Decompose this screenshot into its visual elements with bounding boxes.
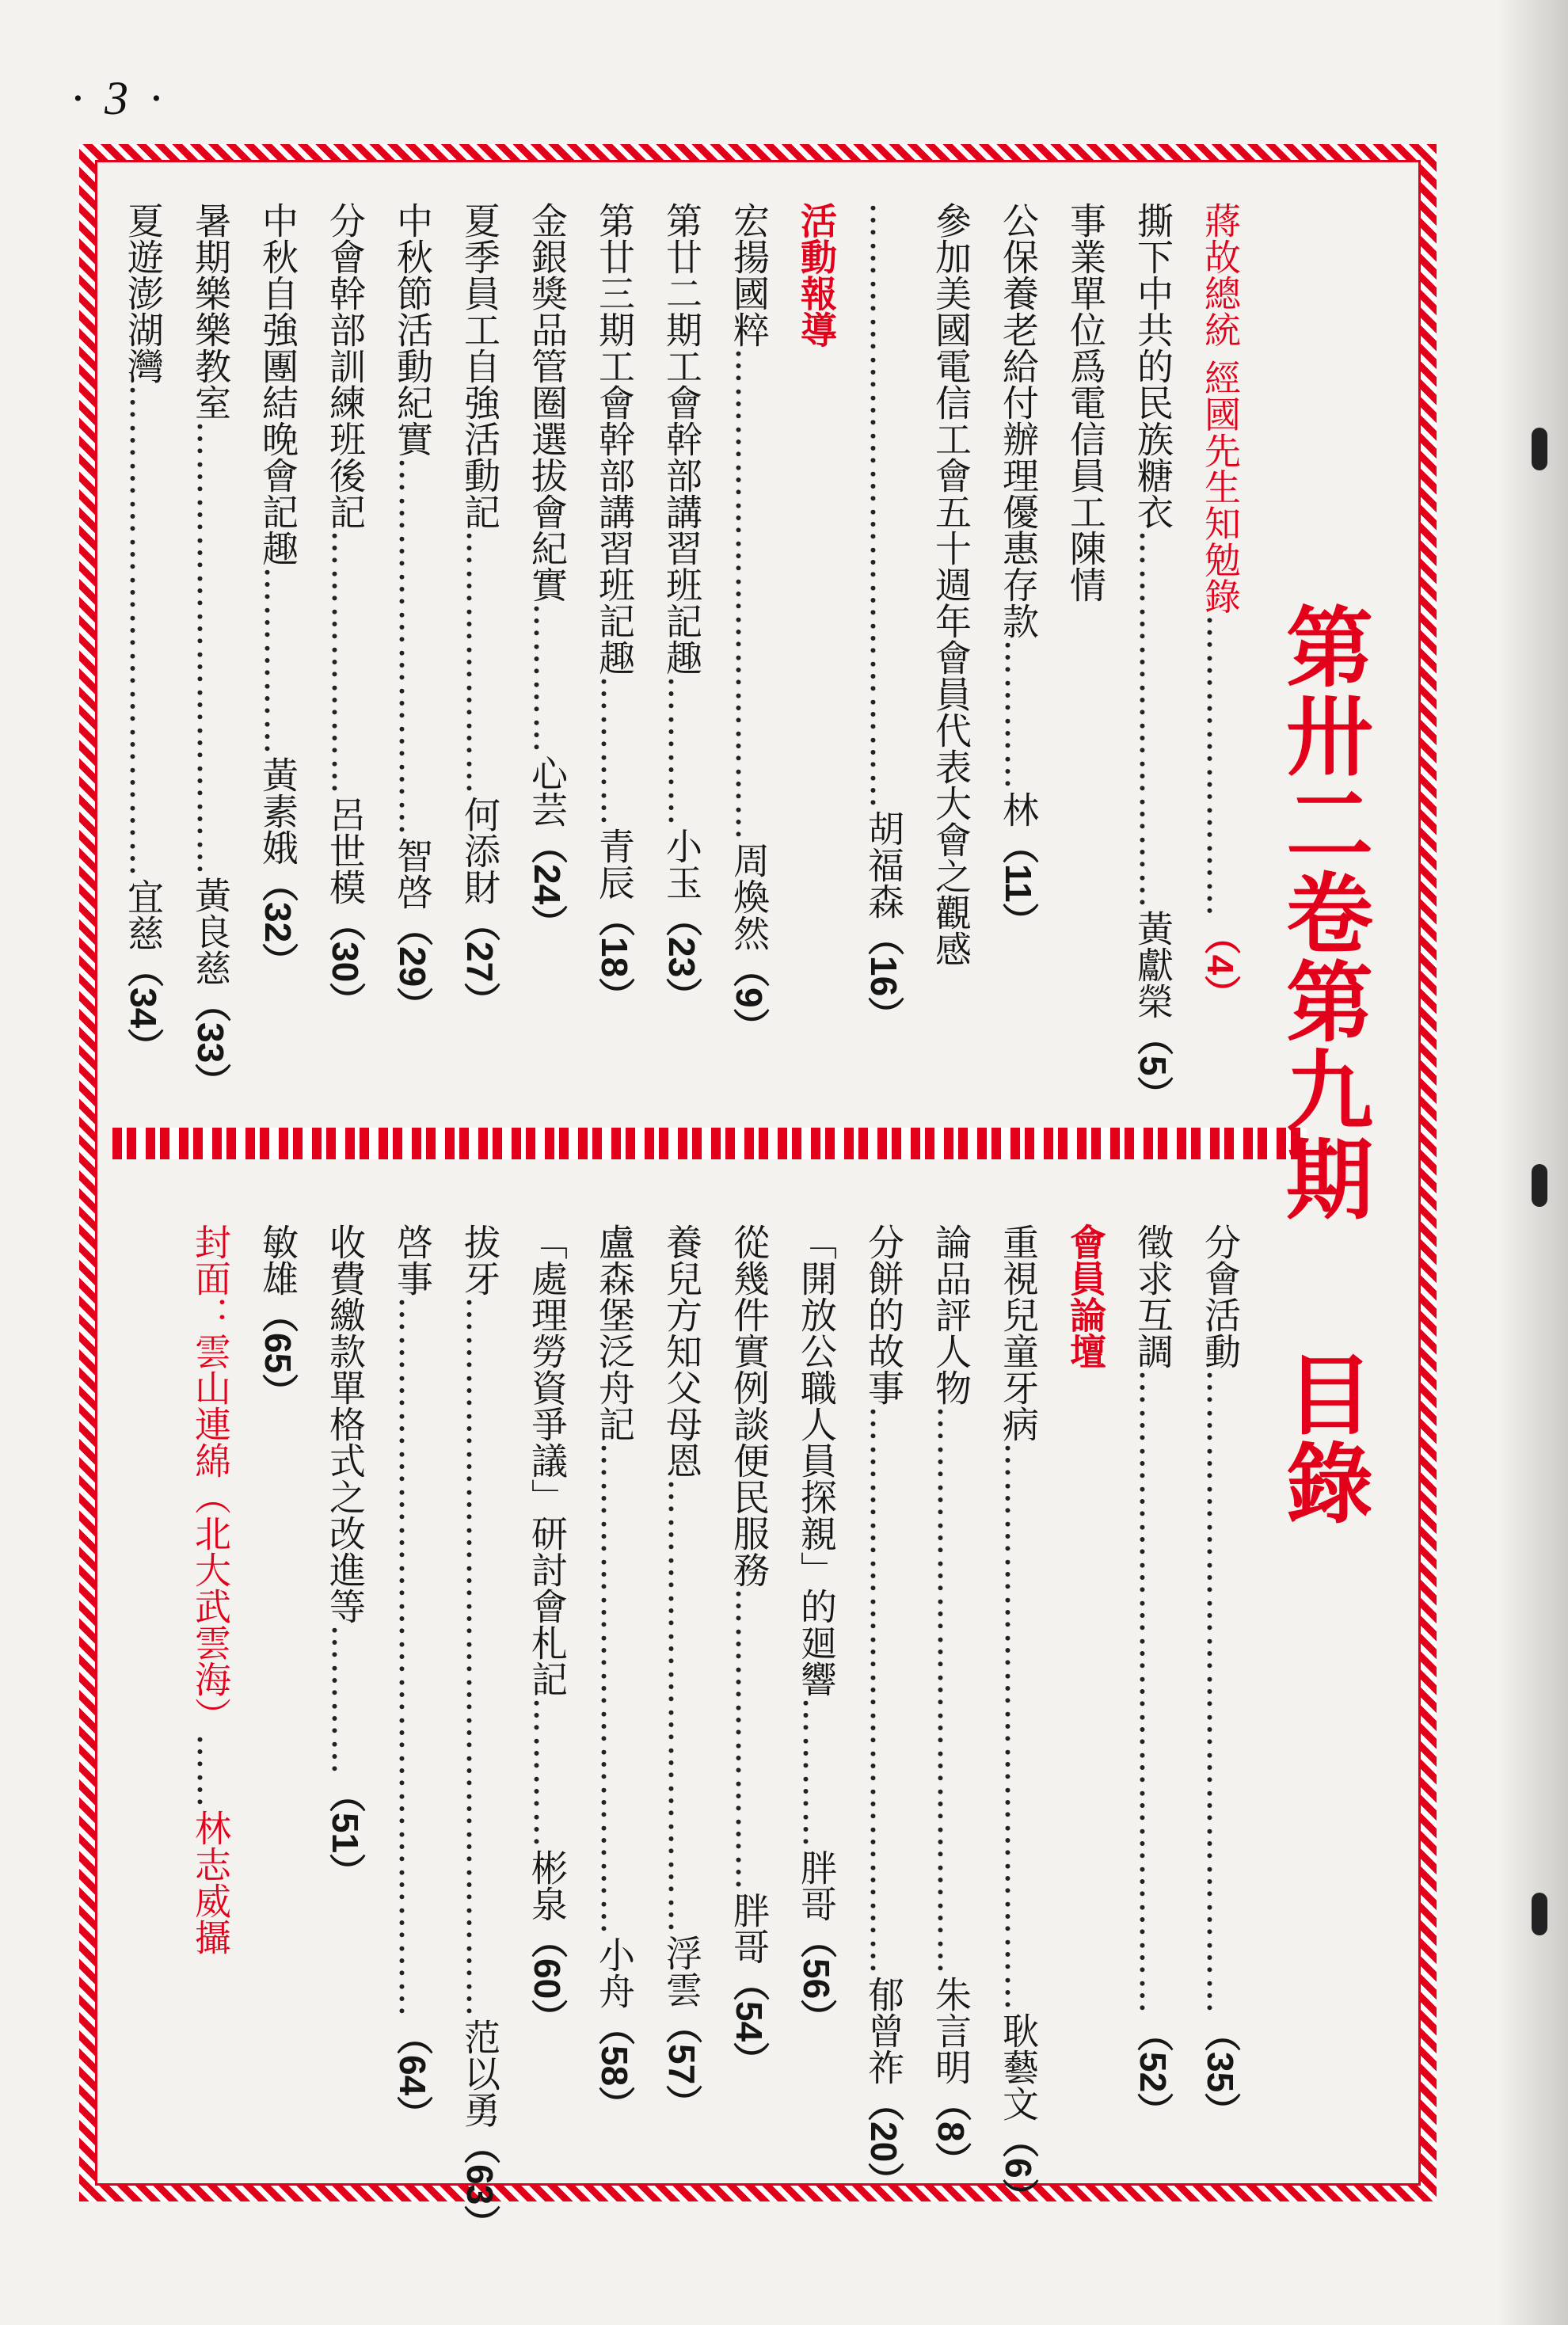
author-name: 周煥然 [728,842,771,951]
dot-leader: …… [189,1733,232,1809]
toc-entry[interactable] [321,1223,370,2198]
page-ref: （34） [123,951,164,1065]
dot-leader: ………………………………………… [862,202,905,810]
toc-title-text: 盧森堡泛舟記 [593,1223,636,1442]
toc-entry[interactable] [725,1223,774,2198]
toc-entry[interactable] [1196,1223,1245,2198]
toc-title-text: 中秋節活動紀實 [391,202,434,457]
dot-leader: ……………………………………… [997,1442,1040,2012]
toc-title-text: 分餅的故事 [862,1223,905,1406]
toc-entry[interactable] [994,1223,1043,2215]
toc-title-text: 封面：雲山連綿（北大武雲海） [189,1223,232,1733]
dot-leader: ………………………… [391,457,434,837]
toc-title [1272,602,1373,1527]
toc-entry[interactable] [253,1223,303,2198]
toc-title-text: 蔣故總統 經國先生知勉錄 [1199,202,1242,615]
section-heading [1061,1223,1110,2198]
section-heading-text: 會員論壇 [1064,1223,1107,1369]
issue-title: 第卅二卷第九期 [1272,602,1373,1223]
toc-entry[interactable] [523,1223,572,2198]
cover-credit [186,1223,235,2198]
dot-leader: ……………………………… [660,1478,703,1935]
toc-title-text: 宏揚國粹 [728,202,771,348]
toc-title-text: 從幾件實例談便民服務 [728,1223,771,1588]
toc-title-text: 徵求互調 [1132,1223,1174,1369]
page-ref: （23） [661,900,702,1014]
dot-leader: …………………… [728,1588,771,1892]
page-ref: （35） [1200,2015,1241,2129]
toc-title-text: 論品評人物 [930,1223,972,1406]
toc-entry[interactable] [1061,202,1110,1136]
toc-entry[interactable] [792,1223,841,2198]
author-name: 黃獻榮 [1132,910,1174,1019]
toc-entry[interactable] [725,202,774,1136]
toc-entry[interactable] [590,1223,639,2198]
page-ref: （20） [863,2085,904,2199]
binder-hole-3 [1532,1893,1547,1935]
dot-leader: ………… [324,1624,367,1776]
toc-entry[interactable] [859,1223,908,2198]
toc-entry[interactable] [119,202,168,1136]
toc-title-text: 中秋自強團結晚會記趣 [257,202,299,566]
author-name: 呂世模 [324,796,367,905]
page-ref: （54） [729,1965,770,2079]
page-ref: （33） [190,986,231,1100]
author-name: 胡福森 [862,810,905,919]
toc-entry[interactable] [388,202,437,1136]
dot-leader: ………………………………… [728,348,771,842]
page-ref: （11） [998,828,1039,939]
page-ref: （24） [527,828,568,942]
page-ref: （29） [392,910,433,1024]
dot-leader: ………………………………………………… [459,1296,501,2019]
page-ref: （57） [661,2007,702,2121]
page-ref: （58） [594,2009,635,2123]
author-name: 耿藝文 [997,2012,1040,2121]
author-name: 彬泉 [526,1849,569,1922]
dot-leader: ………… [795,1697,838,1849]
toc-entry[interactable] [388,1223,437,2198]
toc-title-text: 撕下中共的民族糖衣 [1132,202,1174,530]
page-ref: （6） [998,2121,1039,2215]
page-ref: （65） [257,1296,299,1410]
binder-hole-2 [1532,1164,1547,1207]
author-name: 郁曾祚 [862,1976,905,2085]
section-heading-text: 活動報導 [795,202,838,348]
toc-entry[interactable] [657,1223,706,2198]
author-name: 浮雲 [660,1935,703,2007]
toc-title-text: 金銀獎品管圈選拔會紀實 [526,202,569,603]
toc-entry[interactable] [1196,202,1245,1136]
toc-entry[interactable] [1128,202,1178,1136]
toc-title-text: 公保養老給付辦理優惠存款 [997,202,1040,639]
page-ref: （8） [931,2085,972,2178]
toc-title-text: 重視兒童牙病 [997,1223,1040,1442]
page-ref: （4） [1200,918,1241,1012]
toc-title-text: 夏遊澎湖灣 [122,202,165,384]
author-name: 何添財 [459,796,501,905]
page-edge-shadow [1497,0,1568,2325]
author-name: 心芸 [526,755,569,828]
dot-leader: ……………………………… [189,420,232,877]
toc-title-text: 收費繳款單格式之改進等 [324,1223,367,1624]
dot-leader: …………… [257,566,299,756]
page-ref: （63） [459,2128,500,2242]
page-ref: （32） [257,866,299,980]
toc-title-text: 參加美國電信工會五十週年會員代表大會之觀感 [930,202,972,967]
dot-leader: ………… [526,603,569,755]
author-name: 林志威攝 [189,1809,232,1955]
page-ref: （51） [325,1776,366,1890]
dot-leader: ……………………………………… [930,1406,972,1976]
toc-entry[interactable] [927,1223,976,2198]
author-name: 林 [997,791,1040,828]
page-ref: （30） [325,905,366,1019]
toc-entry[interactable] [859,202,908,1136]
toc-entry[interactable] [523,202,572,1136]
dot-leader: ………………………………… [593,1442,636,1936]
author-name: 小舟 [593,1936,636,2009]
toc-title-text: 拔牙 [459,1223,501,1296]
page-ref: （52） [1132,2015,1174,2129]
dot-leader: ………… [526,1697,569,1849]
page-ref: （16） [863,919,904,1033]
toc-title-text: 事業單位爲電信員工陳情 [1064,202,1107,603]
toc-title-text: 夏季員工自強活動記 [459,202,501,530]
author-name: 范以勇 [459,2019,501,2128]
toc-title-text: 「開放公職人員探親」的廻響 [795,1223,838,1697]
author-name: 黃素娥 [257,756,299,866]
page-ref: （18） [594,900,635,1014]
toc-entry[interactable] [253,202,303,1136]
toc-entry[interactable] [321,202,370,1136]
dot-leader: …………………………………………… [1132,1369,1174,2015]
dot-leader: ………………………………………………… [391,1296,434,2019]
binder-hole-1 [1532,428,1547,470]
page-ref: （5） [1132,1019,1174,1113]
page-number: · 3 · [71,72,166,124]
page-ref: （56） [796,1922,837,2036]
author-name: 敏雄 [257,1223,299,1296]
page-ref: （9） [729,951,770,1045]
author-name: 胖哥 [795,1849,838,1922]
dot-leader: …………………… [1199,614,1242,919]
page-ref: （64） [392,2019,433,2133]
author-name: 宜慈 [122,878,165,951]
author-name: 朱言明 [930,1976,972,2085]
section-heading [792,202,841,1136]
contents-heading: 目錄 [1272,1349,1373,1527]
toc-title-text: 分會幹部訓練班後記 [324,202,367,530]
dot-leader: …………………………………………… [1199,1369,1242,2015]
page-ref: （27） [459,905,500,1019]
author-name: 小玉 [660,828,703,900]
dot-leader: ………… [660,675,703,828]
author-name: 胖哥 [728,1892,771,1965]
toc-entry[interactable] [590,202,639,1136]
author-name: 黃良慈 [189,877,232,986]
toc-entry[interactable] [927,202,976,1136]
toc-title-text: 第廿二期工會幹部講習班記趣 [660,202,703,675]
dot-leader: ………………………………… [122,384,165,878]
toc-title-text: 第廿三期工會幹部講習班記趣 [593,202,636,675]
dot-leader: ………………………… [1132,530,1174,910]
toc-entry[interactable] [1128,1223,1178,2198]
toc-title-text: 分會活動 [1199,1223,1242,1369]
toc-title-text: 養兒方知父母恩 [660,1223,703,1478]
toc-title-text: 啓事 [391,1223,434,1296]
toc-title-text: 暑期樂樂教室 [189,202,232,420]
dot-leader: ……………………………………… [862,1406,905,1976]
dot-leader: ………………… [324,530,367,796]
page-ref: （60） [527,1922,568,2036]
author-name: 青辰 [593,828,636,900]
toc-entry[interactable] [994,202,1043,1136]
dot-leader: ………… [997,639,1040,791]
toc-entry[interactable] [455,1223,504,2242]
dot-leader: ………………… [459,530,501,796]
author-name: 智啓 [391,837,434,910]
toc-entry[interactable] [657,202,706,1136]
toc-entry[interactable] [455,202,504,1136]
toc-title-text: 「處理勞資爭議」研討會札記 [526,1223,569,1697]
toc-entry[interactable] [186,202,235,1136]
dot-leader: ………… [593,675,636,828]
